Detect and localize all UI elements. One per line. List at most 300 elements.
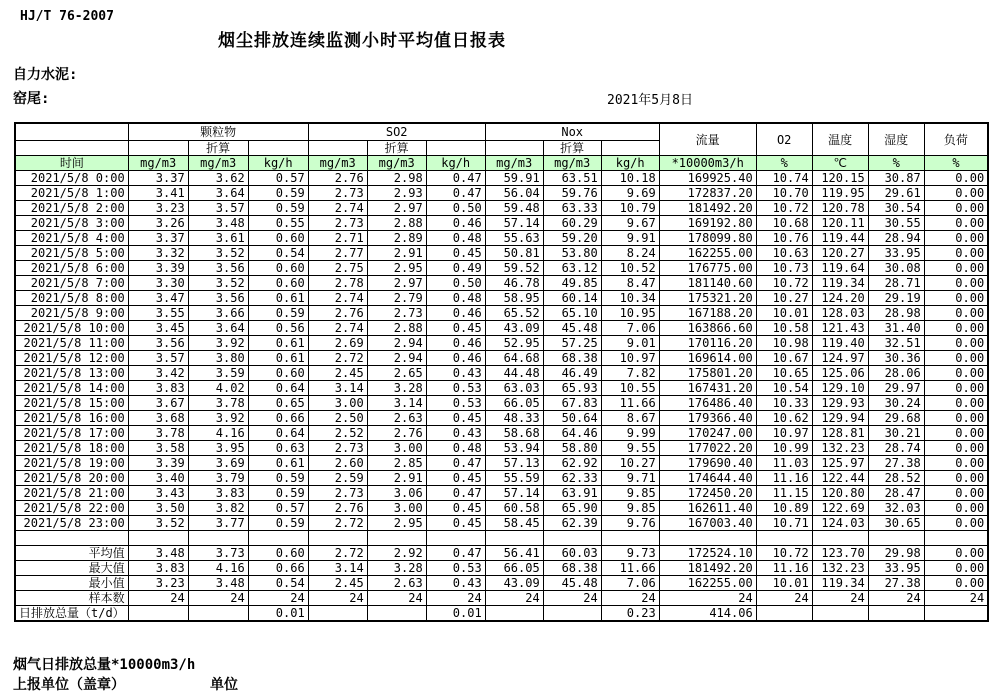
table-row [15, 531, 988, 546]
value-cell: 10.95 [601, 306, 659, 321]
value-cell [367, 531, 426, 546]
value-cell: 29.61 [868, 186, 924, 201]
value-cell: 0.00 [924, 276, 988, 291]
value-cell: 0.00 [924, 396, 988, 411]
value-cell: 2.73 [308, 216, 367, 231]
value-cell: 32.51 [868, 336, 924, 351]
value-cell: 10.18 [601, 171, 659, 186]
value-cell: 3.83 [128, 561, 188, 576]
value-cell: 128.81 [812, 426, 868, 441]
time-cell: 2021/5/8 20:00 [15, 471, 128, 486]
value-cell: 28.06 [868, 366, 924, 381]
table-row [15, 441, 988, 456]
value-cell: 3.28 [367, 561, 426, 576]
time-cell: 2021/5/8 5:00 [15, 246, 128, 261]
col-group-temp: 温度 [812, 123, 868, 156]
value-cell [485, 606, 543, 622]
value-cell: 10.62 [756, 411, 812, 426]
value-cell: 30.24 [868, 396, 924, 411]
time-cell: 2021/5/8 9:00 [15, 306, 128, 321]
value-cell: 45.48 [543, 576, 601, 591]
value-cell: 59.52 [485, 261, 543, 276]
empty-cell [248, 141, 308, 156]
value-cell: 167188.20 [659, 306, 756, 321]
value-cell: 2.97 [367, 201, 426, 216]
report-table [14, 122, 989, 622]
value-cell: 33.95 [868, 561, 924, 576]
value-cell: 50.64 [543, 411, 601, 426]
value-cell: 3.45 [128, 321, 188, 336]
time-cell: 2021/5/8 14:00 [15, 381, 128, 396]
value-cell [868, 606, 924, 622]
value-cell: 11.16 [756, 471, 812, 486]
value-cell: 3.56 [188, 261, 248, 276]
value-cell: 3.40 [128, 471, 188, 486]
value-cell: 3.59 [188, 366, 248, 381]
time-cell: 2021/5/8 22:00 [15, 501, 128, 516]
value-cell: 2.73 [367, 306, 426, 321]
value-cell: 2.98 [367, 171, 426, 186]
value-cell: 0.00 [924, 321, 988, 336]
value-cell: 162255.00 [659, 246, 756, 261]
value-cell: 3.61 [188, 231, 248, 246]
value-cell: 10.70 [756, 186, 812, 201]
unit-percent: % [756, 156, 812, 171]
value-cell: 0.43 [426, 366, 485, 381]
value-cell: 3.23 [128, 201, 188, 216]
value-cell: 2.60 [308, 456, 367, 471]
value-cell: 59.48 [485, 201, 543, 216]
value-cell: 10.27 [756, 291, 812, 306]
value-cell: 3.77 [188, 516, 248, 531]
value-cell: 0.00 [924, 261, 988, 276]
value-cell: 120.27 [812, 246, 868, 261]
value-cell: 0.59 [248, 306, 308, 321]
col-group-so2: SO2 [308, 123, 485, 141]
value-cell: 9.85 [601, 501, 659, 516]
value-cell: 0.60 [248, 546, 308, 561]
value-cell: 60.03 [543, 546, 601, 561]
unit-mg: mg/m3 [543, 156, 601, 171]
unit-kgh: kg/h [601, 156, 659, 171]
value-cell: 177022.20 [659, 441, 756, 456]
value-cell [543, 606, 601, 622]
value-cell: 0.47 [426, 171, 485, 186]
table-row [15, 471, 988, 486]
value-cell: 119.40 [812, 336, 868, 351]
value-cell: 2.63 [367, 411, 426, 426]
value-cell: 2.85 [367, 456, 426, 471]
value-cell: 0.47 [426, 186, 485, 201]
value-cell: 33.95 [868, 246, 924, 261]
value-cell: 58.45 [485, 516, 543, 531]
value-cell: 2.94 [367, 351, 426, 366]
time-cell: 2021/5/8 12:00 [15, 351, 128, 366]
value-cell: 0.48 [426, 291, 485, 306]
value-cell: 10.01 [756, 306, 812, 321]
value-cell: 2.97 [367, 276, 426, 291]
value-cell: 24 [485, 591, 543, 606]
value-cell: 0.64 [248, 381, 308, 396]
value-cell: 124.03 [812, 516, 868, 531]
unit-mg: mg/m3 [188, 156, 248, 171]
value-cell [308, 531, 367, 546]
value-cell: 9.73 [601, 546, 659, 561]
value-cell: 2.91 [367, 471, 426, 486]
unit-kgh: kg/h [426, 156, 485, 171]
value-cell: 122.44 [812, 471, 868, 486]
table-row [15, 456, 988, 471]
value-cell: 68.38 [543, 561, 601, 576]
value-cell: 10.97 [601, 351, 659, 366]
table-row [15, 426, 988, 441]
value-cell: 28.74 [868, 441, 924, 456]
value-cell: 0.59 [248, 486, 308, 501]
value-cell: 124.97 [812, 351, 868, 366]
value-cell: 0.46 [426, 351, 485, 366]
value-cell [543, 531, 601, 546]
time-cell: 2021/5/8 0:00 [15, 171, 128, 186]
table-row [15, 366, 988, 381]
value-cell: 3.37 [128, 171, 188, 186]
value-cell: 167431.20 [659, 381, 756, 396]
value-cell: 124.20 [812, 291, 868, 306]
value-cell: 0.53 [426, 561, 485, 576]
value-cell: 3.92 [188, 336, 248, 351]
value-cell: 57.25 [543, 336, 601, 351]
value-cell [868, 531, 924, 546]
value-cell: 7.06 [601, 321, 659, 336]
value-cell [756, 531, 812, 546]
value-cell: 125.06 [812, 366, 868, 381]
value-cell: 3.47 [128, 291, 188, 306]
value-cell: 2.65 [367, 366, 426, 381]
value-cell: 3.95 [188, 441, 248, 456]
value-cell: 3.79 [188, 471, 248, 486]
value-cell: 176775.00 [659, 261, 756, 276]
value-cell: 4.02 [188, 381, 248, 396]
value-cell: 2.95 [367, 261, 426, 276]
value-cell [812, 531, 868, 546]
time-cell: 2021/5/8 8:00 [15, 291, 128, 306]
value-cell: 29.68 [868, 411, 924, 426]
value-cell: 3.68 [128, 411, 188, 426]
value-cell: 24 [868, 591, 924, 606]
value-cell: 46.78 [485, 276, 543, 291]
summary-label-cell: 最大值 [15, 561, 128, 576]
value-cell: 27.38 [868, 576, 924, 591]
value-cell: 3.55 [128, 306, 188, 321]
col-group-humidity: 湿度 [868, 123, 924, 156]
value-cell: 2.63 [367, 576, 426, 591]
value-cell: 0.46 [426, 336, 485, 351]
time-cell: 2021/5/8 15:00 [15, 396, 128, 411]
value-cell: 24 [367, 591, 426, 606]
value-cell: 2.73 [308, 186, 367, 201]
value-cell: 2.73 [308, 486, 367, 501]
value-cell: 0.48 [426, 231, 485, 246]
value-cell: 63.12 [543, 261, 601, 276]
value-cell: 3.73 [188, 546, 248, 561]
value-cell: 119.34 [812, 276, 868, 291]
value-cell: 10.74 [756, 171, 812, 186]
value-cell: 28.94 [868, 231, 924, 246]
value-cell: 3.83 [128, 381, 188, 396]
value-cell [188, 531, 248, 546]
value-cell: 29.19 [868, 291, 924, 306]
value-cell: 7.82 [601, 366, 659, 381]
value-cell [924, 531, 988, 546]
value-cell: 3.32 [128, 246, 188, 261]
value-cell: 59.20 [543, 231, 601, 246]
flue-gas-total-label: 烟气日排放总量*10000m3/h [13, 657, 196, 673]
value-cell: 162611.40 [659, 501, 756, 516]
value-cell: 56.04 [485, 186, 543, 201]
time-cell: 2021/5/8 2:00 [15, 201, 128, 216]
value-cell: 167003.40 [659, 516, 756, 531]
value-cell: 3.00 [367, 441, 426, 456]
value-cell: 3.83 [188, 486, 248, 501]
value-cell: 66.05 [485, 396, 543, 411]
value-cell: 11.16 [756, 561, 812, 576]
value-cell: 0.01 [426, 606, 485, 622]
value-cell [308, 606, 367, 622]
value-cell: 9.69 [601, 186, 659, 201]
value-cell: 43.09 [485, 321, 543, 336]
table-row [15, 321, 988, 336]
table-row [15, 516, 988, 531]
time-cell: 2021/5/8 3:00 [15, 216, 128, 231]
value-cell: 64.68 [485, 351, 543, 366]
value-cell: 3.62 [188, 171, 248, 186]
value-cell: 30.36 [868, 351, 924, 366]
value-cell [756, 606, 812, 622]
value-cell: 24 [924, 591, 988, 606]
value-cell: 181492.20 [659, 561, 756, 576]
summary-label-cell: 最小值 [15, 576, 128, 591]
value-cell: 0.00 [924, 516, 988, 531]
value-cell: 169925.40 [659, 171, 756, 186]
value-cell: 0.46 [426, 216, 485, 231]
table-row [15, 381, 988, 396]
table-row [15, 606, 988, 622]
empty-cell [601, 141, 659, 156]
empty-corner-cell [15, 123, 128, 141]
value-cell: 120.80 [812, 486, 868, 501]
empty-cell [128, 141, 188, 156]
value-cell: 0.66 [248, 561, 308, 576]
value-cell: 59.91 [485, 171, 543, 186]
time-cell: 2021/5/8 18:00 [15, 441, 128, 456]
unit-percent: % [924, 156, 988, 171]
value-cell: 128.03 [812, 306, 868, 321]
value-cell: 60.14 [543, 291, 601, 306]
value-cell: 62.39 [543, 516, 601, 531]
report-date: 2021年5月8日 [607, 93, 693, 108]
value-cell: 64.46 [543, 426, 601, 441]
value-cell: 49.85 [543, 276, 601, 291]
value-cell: 10.67 [756, 351, 812, 366]
value-cell: 0.57 [248, 501, 308, 516]
value-cell [485, 531, 543, 546]
doc-standard-code: HJ/T 76-2007 [20, 9, 114, 24]
value-cell: 3.57 [128, 351, 188, 366]
value-cell: 3.67 [128, 396, 188, 411]
value-cell: 2.71 [308, 231, 367, 246]
value-cell: 52.95 [485, 336, 543, 351]
value-cell: 60.58 [485, 501, 543, 516]
value-cell: 2.69 [308, 336, 367, 351]
value-cell: 3.48 [128, 546, 188, 561]
value-cell: 0.50 [426, 201, 485, 216]
table-row [15, 246, 988, 261]
value-cell: 0.66 [248, 411, 308, 426]
value-cell: 29.97 [868, 381, 924, 396]
unit-mg: mg/m3 [367, 156, 426, 171]
value-cell: 56.41 [485, 546, 543, 561]
value-cell: 2.75 [308, 261, 367, 276]
table-row [15, 201, 988, 216]
table-row [15, 591, 988, 606]
value-cell: 32.03 [868, 501, 924, 516]
value-cell: 29.98 [868, 546, 924, 561]
value-cell: 0.45 [426, 471, 485, 486]
value-cell: 0.61 [248, 291, 308, 306]
value-cell: 0.45 [426, 411, 485, 426]
value-cell: 8.47 [601, 276, 659, 291]
value-cell: 0.63 [248, 441, 308, 456]
value-cell: 0.00 [924, 576, 988, 591]
value-cell: 10.72 [756, 201, 812, 216]
col-group-o2: O2 [756, 123, 812, 156]
value-cell: 8.24 [601, 246, 659, 261]
value-cell: 3.58 [128, 441, 188, 456]
empty-cell [485, 141, 543, 156]
col-group-load: 负荷 [924, 123, 988, 156]
value-cell: 2.79 [367, 291, 426, 306]
value-cell: 169192.80 [659, 216, 756, 231]
value-cell: 414.06 [659, 606, 756, 622]
value-cell: 0.56 [248, 321, 308, 336]
value-cell: 0.00 [924, 471, 988, 486]
value-cell: 65.93 [543, 381, 601, 396]
value-cell: 24 [426, 591, 485, 606]
page-title: 烟尘排放连续监测小时平均值日报表 [218, 31, 506, 51]
value-cell: 10.33 [756, 396, 812, 411]
value-cell: 10.55 [601, 381, 659, 396]
value-cell: 132.23 [812, 561, 868, 576]
value-cell: 58.68 [485, 426, 543, 441]
table-row [15, 276, 988, 291]
table-row [15, 546, 988, 561]
value-cell: 121.43 [812, 321, 868, 336]
value-cell: 0.48 [426, 441, 485, 456]
col-group-pm: 颗粒物 [128, 123, 308, 141]
value-cell: 43.09 [485, 576, 543, 591]
converted-label-so2: 折算 [367, 141, 426, 156]
value-cell: 9.76 [601, 516, 659, 531]
value-cell: 2.92 [367, 546, 426, 561]
value-cell: 3.80 [188, 351, 248, 366]
value-cell: 172837.20 [659, 186, 756, 201]
value-cell: 3.50 [128, 501, 188, 516]
table-row [15, 351, 988, 366]
value-cell: 3.92 [188, 411, 248, 426]
value-cell: 10.63 [756, 246, 812, 261]
value-cell: 0.00 [924, 456, 988, 471]
value-cell: 3.23 [128, 576, 188, 591]
value-cell: 3.48 [188, 216, 248, 231]
value-cell: 57.14 [485, 486, 543, 501]
value-cell: 10.89 [756, 501, 812, 516]
value-cell: 10.79 [601, 201, 659, 216]
value-cell: 0.47 [426, 486, 485, 501]
value-cell: 3.57 [188, 201, 248, 216]
value-cell: 0.59 [248, 471, 308, 486]
unit-mg: mg/m3 [128, 156, 188, 171]
value-cell: 2.94 [367, 336, 426, 351]
value-cell: 3.14 [367, 396, 426, 411]
time-cell: 2021/5/8 4:00 [15, 231, 128, 246]
value-cell: 170116.20 [659, 336, 756, 351]
value-cell: 30.21 [868, 426, 924, 441]
value-cell: 174644.40 [659, 471, 756, 486]
value-cell: 181140.60 [659, 276, 756, 291]
value-cell: 3.82 [188, 501, 248, 516]
value-cell: 3.30 [128, 276, 188, 291]
value-cell [188, 606, 248, 622]
value-cell: 3.06 [367, 486, 426, 501]
value-cell: 62.33 [543, 471, 601, 486]
value-cell: 3.37 [128, 231, 188, 246]
value-cell: 24 [812, 591, 868, 606]
value-cell: 3.42 [128, 366, 188, 381]
value-cell: 9.91 [601, 231, 659, 246]
time-cell: 2021/5/8 21:00 [15, 486, 128, 501]
value-cell: 65.52 [485, 306, 543, 321]
value-cell: 178099.80 [659, 231, 756, 246]
value-cell: 2.72 [308, 546, 367, 561]
value-cell [367, 606, 426, 622]
value-cell: 0.00 [924, 231, 988, 246]
value-cell: 0.54 [248, 576, 308, 591]
value-cell: 55.59 [485, 471, 543, 486]
value-cell: 10.27 [601, 456, 659, 471]
value-cell: 2.72 [308, 351, 367, 366]
value-cell: 122.69 [812, 501, 868, 516]
value-cell: 0.45 [426, 321, 485, 336]
value-cell: 0.00 [924, 546, 988, 561]
value-cell: 0.57 [248, 171, 308, 186]
value-cell: 169614.00 [659, 351, 756, 366]
value-cell [248, 531, 308, 546]
value-cell: 2.72 [308, 516, 367, 531]
value-cell: 2.73 [308, 441, 367, 456]
value-cell: 0.61 [248, 456, 308, 471]
value-cell: 27.38 [868, 456, 924, 471]
value-cell: 3.78 [188, 396, 248, 411]
value-cell: 66.05 [485, 561, 543, 576]
value-cell: 10.98 [756, 336, 812, 351]
value-cell: 120.11 [812, 216, 868, 231]
value-cell: 3.28 [367, 381, 426, 396]
value-cell: 63.91 [543, 486, 601, 501]
value-cell [128, 606, 188, 622]
value-cell: 179366.40 [659, 411, 756, 426]
value-cell: 3.26 [128, 216, 188, 231]
time-cell: 2021/5/8 23:00 [15, 516, 128, 531]
time-cell: 2021/5/8 11:00 [15, 336, 128, 351]
